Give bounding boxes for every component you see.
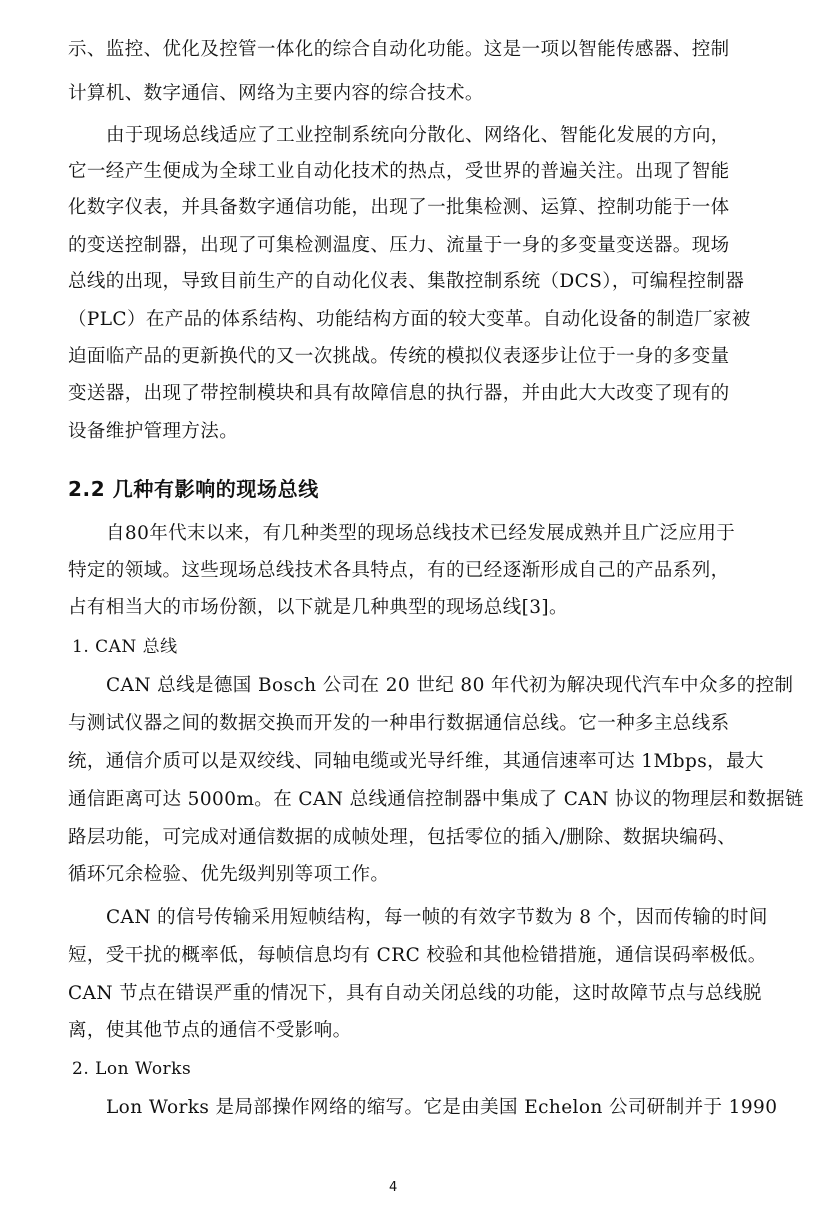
paragraph-2-line-5: 总线的出现，导致目前生产的自动化仪表、集散控制系统（DCS），可编程控制器 [68,271,745,292]
paragraph-4-line-5: 路层功能，可完成对通信数据的成帧处理，包括零位的插入/删除、数据块编码、 [68,827,737,848]
item-2-label: 2. Lon Works [72,1059,192,1079]
paragraph-2-line-6: （PLC）在产品的体系结构、功能结构方面的较大变革。自动化设备的制造厂家被 [68,309,751,330]
section-heading: 2.2 几种有影响的现场总线 [68,477,319,501]
paragraph-2-line-8: 变送器，出现了带控制模块和具有故障信息的执行器，并由此大大改变了现有的 [68,383,730,404]
item-1-label: 1. CAN 总线 [72,637,178,657]
paragraph-2-line-9: 设备维护管理方法。 [68,421,239,442]
paragraph-3-line-1: 自80年代末以来，有几种类型的现场总线技术已经发展成熟并且广泛应用于 [106,523,736,544]
paragraph-4-line-6: 循环冗余检验、优先级判别等项工作。 [68,864,390,885]
paragraph-3-line-2: 特定的领域。这些现场总线技术各具特点，有的已经逐渐形成自己的产品系列， [68,560,730,581]
paragraph-4-line-1: CAN 总线是德国 Bosch 公司在 20 世纪 80 年代初为解决现代汽车中众多的控制 [106,675,794,696]
paragraph-2-line-1: 由于现场总线适应了工业控制系统向分散化、网络化、智能化发展的方向， [106,125,730,146]
paragraph-1-line-1: 示、监控、优化及控管一体化的综合自动化功能。这是一项以智能传感器、控制 [68,39,730,60]
paragraph-5-line-4: 离，使其他节点的通信不受影响。 [68,1020,352,1041]
paragraph-2-line-4: 的变送控制器，出现了可集检测温度、压力、流量于一身的多变量变送器。现场 [68,235,730,256]
page-number: 4 [389,1180,398,1195]
paragraph-1-line-2: 计算机、数字通信、网络为主要内容的综合技术。 [68,83,484,104]
paragraph-4-line-3: 统，通信介质可以是双绞线、同轴电缆或光导纤维，其通信速率可达 1Mbps，最大 [68,751,764,772]
paragraph-4-line-4: 通信距离可达 5000m。在 CAN 总线通信控制器中集成了 CAN 协议的物理层和数据链 [68,789,804,810]
paragraph-5-line-3: CAN 节点在错误严重的情况下，具有自动关闭总线的功能，这时故障节点与总线脱 [68,983,762,1004]
paragraph-3-line-3: 占有相当大的市场份额，以下就是几种典型的现场总线[3]。 [68,597,568,618]
paragraph-5-line-2: 短，受干扰的概率低，每帧信息均有 CRC 校验和其他检错措施，通信误码率极低。 [68,945,767,966]
paragraph-2-line-2: 它一经产生便成为全球工业自动化技术的热点，受世界的普遍关注。出现了智能 [68,161,730,182]
paragraph-6-line-1: Lon Works 是局部操作网络的缩写。它是由美国 Echelon 公司研制并于 1990 [106,1097,778,1118]
paragraph-5-line-1: CAN 的信号传输采用短帧结构，每一帧的有效字节数为 8 个，因而传输的时间 [106,907,768,928]
paragraph-2-line-3: 化数字仪表，并具备数字通信功能，出现了一批集检测、运算、控制功能于一体 [68,197,730,218]
paragraph-4-line-2: 与测试仪器之间的数据交换而开发的一种串行数据通信总线。它一种多主总线系 [68,713,730,734]
paragraph-2-line-7: 迫面临产品的更新换代的又一次挑战。传统的模拟仪表逐步让位于一身的多变量 [68,346,730,367]
